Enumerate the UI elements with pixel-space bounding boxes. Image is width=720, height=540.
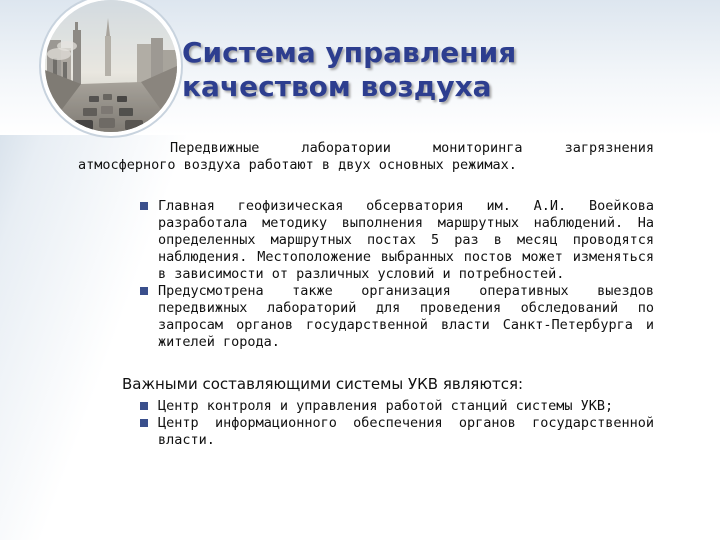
list-item [138, 283, 654, 351]
square-bullet-icon [140, 287, 148, 295]
slide-title [182, 36, 516, 104]
square-bullet-icon [140, 419, 148, 427]
list-item [138, 398, 654, 415]
list-item [138, 415, 654, 449]
square-bullet-icon [140, 402, 148, 410]
city-street-photo [45, 0, 177, 132]
list-item-text: Главная геофизическая обсерватория им. А.И. Воейкова разработала методику выполнения маршрутных наблюдений. На определенных маршрутных постах 5 раз в месяц проводятся наблюдения. Местоположение выбранных постов может изменяться в зависимости от различных условий и потребностей. [158, 198, 654, 282]
list-item-text: Центр информационного обеспечения органов государственной власти. [158, 415, 654, 448]
intro-paragraph: Передвижные лаборатории мониторинга загрязнения атмосферного воздуха работают в двух основных режимах. [78, 140, 654, 173]
components-list [138, 398, 654, 449]
title-line-1: Система управления [182, 36, 517, 69]
title-line-2: качеством воздуха [182, 70, 492, 103]
list-item-text: Центр контроля и управления работой станций системы УКВ; [158, 398, 614, 414]
list-item [138, 198, 654, 283]
modes-list [138, 198, 654, 351]
components-heading: Важными составляющими системы УКВ являются: [122, 375, 524, 393]
square-bullet-icon [140, 202, 148, 210]
list-item-text: Предусмотрена также организация оперативных выездов передвижных лабораторий для проведения обследований по запросам органов государственной власти Санкт-Петербурга и жителей города. [158, 283, 654, 350]
